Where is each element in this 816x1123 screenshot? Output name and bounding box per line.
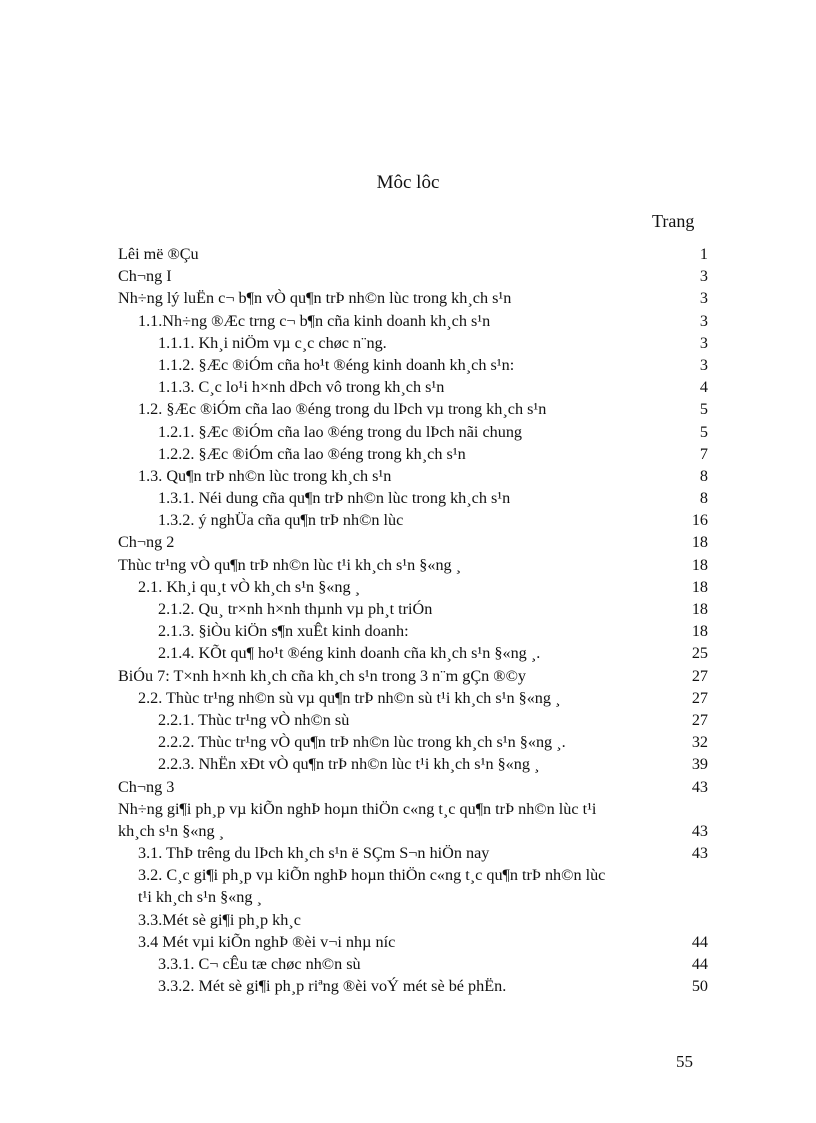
toc-entry-wrapped [118, 864, 708, 908]
toc-entry [118, 753, 708, 775]
toc-page-number: 7 [699, 444, 708, 463]
toc-entry [118, 398, 708, 420]
toc-entry-text: 1.2.2. §Æc ®iÓm cña lao ®éng trong kh¸ch s¹n [158, 444, 466, 463]
toc-title: Môc lôc [376, 172, 440, 193]
toc-entry [118, 909, 708, 931]
toc-page-number: 44 [691, 955, 708, 973]
toc-entry-text: 2.2. Thùc tr¹ng nh©n sù vµ qu¶n trÞ nh©n sù t¹i kh¸ch s¹n §«ng ¸ [138, 688, 561, 707]
toc-entry-text: 3.3.Mét sè gi¶i ph¸p kh¸c [138, 910, 301, 929]
toc-entry-text: Ch¬ng 2 [118, 533, 175, 552]
toc-entry-text: Nh÷ng lý luËn c¬ b¶n vÒ qu¶n trÞ nh©n lùc trong kh¸ch s¹n [118, 289, 512, 308]
toc-page-number: 8 [699, 489, 708, 508]
toc-page-number: 3 [699, 267, 708, 286]
toc-entry-text: 1.1.3. C¸c lo¹i h×nh dÞch vô trong kh¸ch s¹n [158, 378, 445, 397]
toc-entry-text: 1.3.1. Néi dung cña qu¶n trÞ nh©n lùc trong kh¸ch s¹n [158, 489, 511, 508]
toc-page-number: 16 [691, 511, 708, 530]
toc-entry-text: Ch¬ng I [118, 267, 172, 286]
toc-entry-text: 3.4 Mét vµi kiÕn nghÞ ®èi v¬i nhµ níc [138, 932, 396, 951]
toc-entry-text: 3.1. ThÞ trêng du lÞch kh¸ch s¹n ë SÇm S¬n hiÖn nay [138, 844, 490, 863]
toc-entry [118, 709, 708, 731]
toc-entry-text: Thùc tr¹ng vÒ qu¶n trÞ nh©n lùc t¹i kh¸ch s¹n §«ng ¸ [118, 555, 462, 574]
toc-page-number: 25 [691, 644, 708, 663]
toc-entry [118, 953, 708, 975]
toc-entry-text: 1.1.Nh÷ng ®Æc trng c¬ b¶n cña kinh doanh kh¸ch s¹n [138, 311, 491, 330]
toc-entry [118, 354, 708, 376]
toc-page-number: 27 [691, 710, 708, 729]
toc-entry [118, 332, 708, 354]
page-column-header: Trang [652, 211, 695, 231]
toc-entry [118, 642, 708, 664]
toc-entry-wrapped [118, 798, 708, 842]
toc-entry-text: 1.1.2. §Æc ®iÓm cña ho¹t ®éng kinh doanh kh¸ch s¹n: [158, 355, 515, 374]
toc-page-number: 3 [699, 355, 708, 374]
toc-entry-text: 1.3.2. ý nghÜa cña qu¶n trÞ nh©n lùc [158, 511, 404, 530]
toc-entry-text: 2.1.3. §iÒu kiÖn s¶n xuÊt kinh doanh: [158, 622, 409, 641]
toc-entry-text: 2.2.3. NhËn xÐt vÒ qu¶n trÞ nh©n lùc t¹i kh¸ch s¹n §«ng ¸ [158, 755, 540, 774]
toc-page-number: 18 [691, 533, 708, 552]
toc-page-number: 8 [699, 466, 708, 485]
toc-page-number: 27 [691, 666, 708, 685]
toc-page-number: 5 [699, 400, 708, 419]
toc-entry [118, 554, 708, 576]
toc-entry-text: Nh÷ng gi¶i ph¸p vµ kiÕn nghÞ hoµn thiÖn c«ng t¸c qu¶n trÞ nh©n lùc t¹i [118, 799, 597, 818]
toc-entry [118, 842, 708, 864]
toc-entry-text: 2.1.2. Qu¸ tr×nh h×nh thµnh vµ ph¸t triÓn [158, 600, 433, 618]
toc-page-number: 32 [691, 733, 708, 752]
toc-page-number: 4 [699, 378, 708, 397]
toc-entry [118, 687, 708, 709]
toc-entry [118, 576, 708, 598]
toc-entry-text: kh¸ch s¹n §«ng ¸ [118, 821, 225, 840]
toc-entry-text: 3.3.2. Mét sè gi¶i ph¸p riªng ®èi voÝ mét sè bé phËn. [158, 977, 507, 996]
toc-entry [118, 531, 708, 553]
toc-page-number: 39 [691, 755, 708, 774]
toc-entry-text: Ch¬ng 3 [118, 777, 175, 796]
toc-entry [118, 421, 708, 443]
toc-page-number: 18 [691, 577, 708, 596]
toc-entry [118, 243, 708, 265]
toc-entry [118, 509, 708, 531]
toc-entry-text: 3.3.1. C¬ cÊu tæ chøc nh©n sù [158, 955, 361, 973]
toc-entry [118, 975, 708, 997]
toc-entry [118, 731, 708, 753]
toc-entry [118, 487, 708, 509]
toc-entry-text: 2.1.4. KÕt qu¶ ho¹t ®éng kinh doanh cña kh¸ch s¹n §«ng ¸. [158, 644, 541, 663]
toc-entry [118, 310, 708, 332]
toc-page-number: 3 [699, 333, 708, 352]
toc-entry [118, 598, 708, 620]
toc-entry [118, 665, 708, 687]
toc-entry-text: BiÓu 7: T×nh h×nh kh¸ch cña kh¸ch s¹n trong 3 n¨m gÇn ®©y [118, 666, 526, 685]
toc-entry-text: 2.1. Kh¸i qu¸t vÒ kh¸ch s¹n §«ng ¸ [138, 577, 361, 596]
toc-page-number: 3 [699, 289, 708, 308]
toc-entry-text: 2.2.2. Thùc tr¹ng vÒ qu¶n trÞ nh©n lùc trong kh¸ch s¹n §«ng ¸. [158, 733, 566, 752]
toc-entry [118, 376, 708, 398]
toc-entry [118, 443, 708, 465]
toc-entry-text: 3.2. C¸c gi¶i ph¸p vµ kiÕn nghÞ hoµn thiÖn c«ng t¸c qu¶n trÞ nh©n lùc [138, 866, 606, 885]
toc-page-number: 18 [691, 600, 708, 618]
toc-page-number: 5 [699, 422, 708, 441]
toc-entry-text: 1.2.1. §Æc ®iÓm cña lao ®éng trong du lÞch nãi chung [158, 422, 523, 441]
toc-page-number: 18 [691, 622, 708, 641]
toc-page-number: 44 [691, 932, 708, 951]
toc-page-number: 27 [691, 688, 708, 707]
toc-entry-text: t¹i kh¸ch s¹n §«ng ¸ [138, 888, 262, 907]
toc-entry [118, 931, 708, 953]
toc-entry-text: Lêi më ®Çu [118, 245, 199, 263]
toc-page-number: 3 [699, 311, 708, 330]
toc-entry-text: 1.2. §Æc ®iÓm cña lao ®éng trong du lÞch vµ trong kh¸ch s¹n [138, 400, 547, 419]
toc-page-number: 50 [691, 977, 708, 996]
toc-entry [118, 620, 708, 642]
page-number: 55 [676, 1052, 693, 1071]
toc-page-number: 43 [691, 777, 708, 796]
toc-entry-text: 2.2.1. Thùc tr¹ng vÒ nh©n sù [158, 710, 350, 729]
toc-entry-text: 1.1.1. Kh¸i niÖm vµ c¸c chøc n¨ng. [158, 333, 387, 352]
toc-page-number: 1 [699, 245, 708, 263]
table-of-contents [118, 243, 708, 997]
toc-page-number: 43 [691, 821, 709, 840]
toc-entry [118, 287, 708, 309]
toc-page-number: 18 [691, 555, 708, 574]
toc-entry [118, 265, 708, 287]
toc-entry-text: 1.3. Qu¶n trÞ nh©n lùc trong kh¸ch s¹n [138, 466, 392, 485]
toc-entry [118, 465, 708, 487]
toc-page-number: 43 [691, 844, 708, 863]
toc-entry [118, 776, 708, 798]
